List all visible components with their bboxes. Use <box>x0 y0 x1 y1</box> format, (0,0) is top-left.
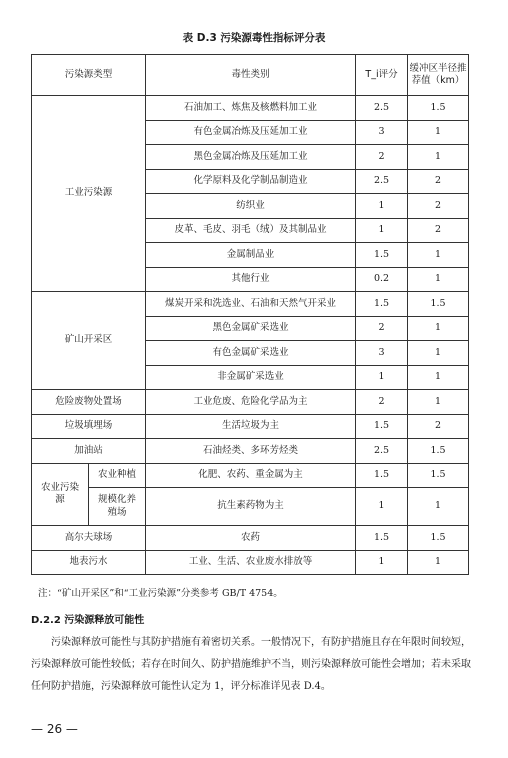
cell-buffer: 1 <box>408 145 469 170</box>
page-number: — 26 — <box>31 722 78 736</box>
cell-category: 非金属矿采选业 <box>146 365 356 390</box>
cell-buffer: 1 <box>408 390 469 415</box>
cell-buffer: 1 <box>408 243 469 268</box>
cell-buffer: 2 <box>408 218 469 243</box>
cell-category: 有色金属矿采选业 <box>146 341 356 366</box>
table-header-row <box>32 55 469 96</box>
cell-score: 0.2 <box>356 267 408 292</box>
cell-category: 皮革、毛皮、羽毛（绒）及其制品业 <box>146 218 356 243</box>
table-row <box>32 488 469 526</box>
table-row <box>32 550 469 575</box>
group-gas-station: 加油站 <box>32 439 146 464</box>
cell-buffer: 2 <box>408 194 469 219</box>
cell-category: 其他行业 <box>146 267 356 292</box>
cell-category: 工业、生活、农业废水排放等 <box>146 550 356 575</box>
cell-category: 工业危废、危险化学品为主 <box>146 390 356 415</box>
table-row <box>32 390 469 415</box>
cell-category: 石油加工、炼焦及核燃料加工业 <box>146 96 356 121</box>
toxicity-score-table <box>31 54 469 575</box>
cell-score: 3 <box>356 341 408 366</box>
cell-buffer: 1 <box>408 120 469 145</box>
cell-category: 有色金属冶炼及压延加工业 <box>146 120 356 145</box>
cell-score: 2 <box>356 390 408 415</box>
body-paragraph: 污染源释放可能性与其防护措施有着密切关系。一般情况下，有防护措施且存在年限时间较短，污染源释放可能性较低；若存在时间久、防护措施维护不当，则污染源释放可能性会增加；若未采取任何防护措施，污染源释放可能性认定为 1，评分标准详见表 D.4。 <box>31 637 471 692</box>
table-row <box>32 414 469 439</box>
cell-score: 1 <box>356 194 408 219</box>
cell-category: 黑色金属矿采选业 <box>146 316 356 341</box>
cell-category: 抗生素药物为主 <box>146 488 356 526</box>
table-row <box>32 96 469 121</box>
cell-score: 2 <box>356 145 408 170</box>
cell-buffer: 1 <box>408 267 469 292</box>
cell-score: 2.5 <box>356 439 408 464</box>
cell-score: 3 <box>356 120 408 145</box>
table-caption: 表 D.3 污染源毒性指标评分表 <box>182 32 326 44</box>
cell-score: 1 <box>356 488 408 526</box>
cell-category: 石油烃类、多环芳烃类 <box>146 439 356 464</box>
cell-buffer: 1.5 <box>408 292 469 317</box>
cell-buffer: 2 <box>408 169 469 194</box>
cell-buffer: 1.5 <box>408 439 469 464</box>
table-note: 注：“矿山开采区”和“工业污染源”分类参考 GB/T 4754。 <box>38 588 283 599</box>
cell-score: 1.5 <box>356 243 408 268</box>
cell-score: 2.5 <box>356 96 408 121</box>
cell-category: 纺织业 <box>146 194 356 219</box>
header-source-type: 污染源类型 <box>32 55 146 96</box>
cell-buffer: 1 <box>408 341 469 366</box>
subgroup-agri-planting: 农业种植 <box>89 463 146 488</box>
cell-score: 1 <box>356 218 408 243</box>
cell-category: 化学原料及化学制品制造业 <box>146 169 356 194</box>
cell-category: 生活垃圾为主 <box>146 414 356 439</box>
group-golf: 高尔夫球场 <box>32 526 146 551</box>
table-row <box>32 439 469 464</box>
cell-category: 黑色金属冶炼及压延加工业 <box>146 145 356 170</box>
cell-buffer: 1 <box>408 550 469 575</box>
group-industrial: 工业污染源 <box>32 96 146 292</box>
header-score: T_i评分 <box>356 55 408 96</box>
cell-category: 农药 <box>146 526 356 551</box>
cell-score: 1 <box>356 365 408 390</box>
cell-score: 1.5 <box>356 414 408 439</box>
table-row <box>32 463 469 488</box>
cell-buffer: 1 <box>408 488 469 526</box>
group-agriculture: 农业污染源 <box>32 463 89 526</box>
section-heading: D.2.2 污染源释放可能性 <box>31 615 145 626</box>
subgroup-agri-breeding: 规模化养殖场 <box>89 488 146 526</box>
cell-score: 1.5 <box>356 463 408 488</box>
cell-category: 化肥、农药、重金属为主 <box>146 463 356 488</box>
group-surface-water: 地表污水 <box>32 550 146 575</box>
group-hazardous-waste: 危险废物处置场 <box>32 390 146 415</box>
cell-score: 1.5 <box>356 292 408 317</box>
cell-score: 2 <box>356 316 408 341</box>
group-mining: 矿山开采区 <box>32 292 146 390</box>
table-row <box>32 292 469 317</box>
cell-category: 煤炭开采和洗选业、石油和天然气开采业 <box>146 292 356 317</box>
cell-buffer: 1.5 <box>408 96 469 121</box>
cell-score: 1 <box>356 550 408 575</box>
cell-buffer: 1 <box>408 365 469 390</box>
cell-score: 2.5 <box>356 169 408 194</box>
cell-buffer: 1.5 <box>408 463 469 488</box>
cell-buffer: 2 <box>408 414 469 439</box>
header-buffer-radius: 缓冲区半径推荐值（km） <box>408 55 469 96</box>
header-toxicity-category: 毒性类别 <box>146 55 356 96</box>
cell-buffer: 1 <box>408 316 469 341</box>
table-row <box>32 526 469 551</box>
cell-category: 金属制品业 <box>146 243 356 268</box>
cell-buffer: 1.5 <box>408 526 469 551</box>
cell-score: 1.5 <box>356 526 408 551</box>
group-landfill: 垃圾填埋场 <box>32 414 146 439</box>
